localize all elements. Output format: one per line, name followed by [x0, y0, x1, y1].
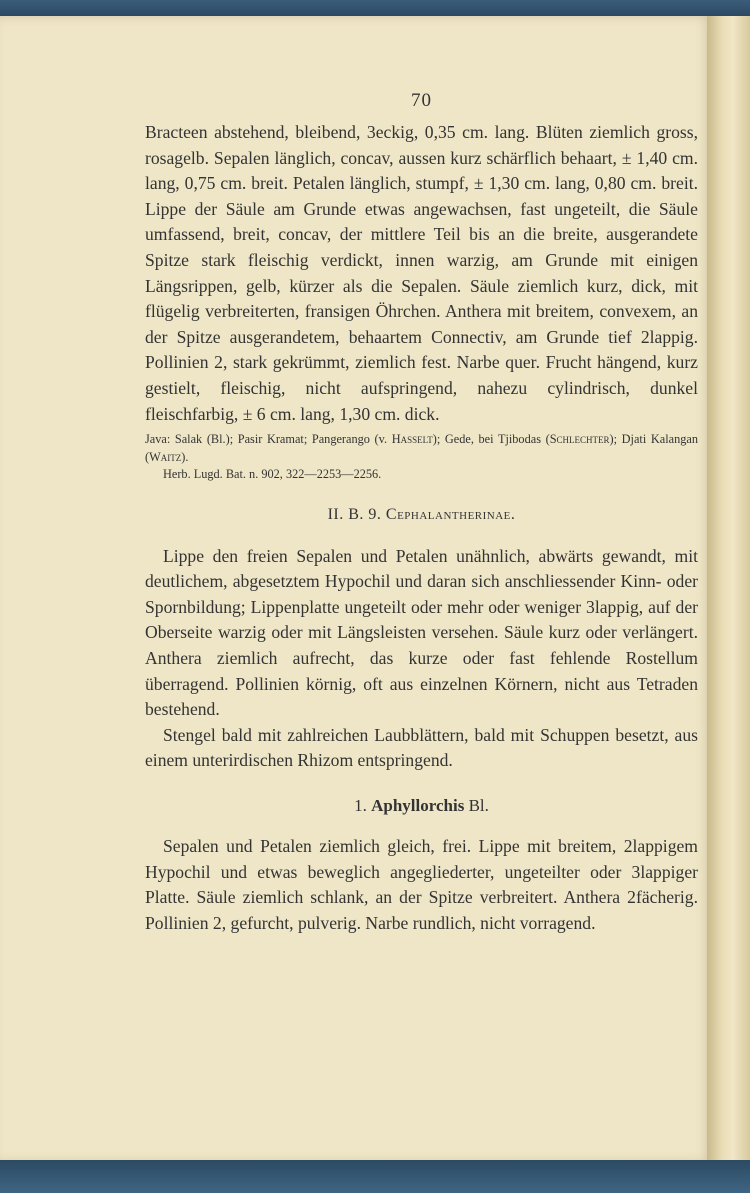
collector-name: Hasselt [391, 432, 433, 447]
locality-text: Java: Salak (Bl.); Pasir Kramat; Pangerango (v. [145, 432, 392, 447]
locality-text: ). [181, 449, 189, 464]
genus-number: 1. [354, 795, 367, 815]
locality-text: ); Gede, bei Tjibodas ( [432, 432, 550, 447]
section-stem-paragraph: Stengel bald mit zahlreichen Laubblättern, bald mit Schuppen besetzt, aus einem unterirdischen Rhizom entspringend. [145, 724, 698, 771]
page-number: 70 [411, 90, 432, 111]
book-cover-bottom-edge [0, 1160, 750, 1193]
genus-name: Aphyllorchis [371, 795, 465, 815]
section-heading [145, 506, 698, 524]
section-number: II. B. 9. [327, 505, 382, 523]
genus-description-paragraph: Sepalen und Petalen ziemlich gleich, frei. Lippe mit breitem, 2lappigem Hypochil und etwas beweglich angegliederter, ungeteilter oder 3lappiger Platte. Säule ziemlich schlank, an der Spitze verbreitert. Anthera 2fächerig. Pollinien 2, gefurcht, pulverig. Narbe rundlich, nicht vorragend. [145, 835, 698, 933]
herbarium-reference: Herb. Lugd. Bat. n. 902, 322—2253—2256. [163, 467, 382, 482]
locality-note [145, 431, 698, 466]
description-paragraph: Bracteen abstehend, bleibend, 3eckig, 0,35 cm. lang. Blüten ziemlich gross, rosagelb. Sepalen länglich, concav, aussen kurz schärflich behaart, ± 1,40 cm. lang, 0,75 cm. breit. Petalen länglich, stumpf, ± 1,30 cm. lang, 0,80 cm. breit. Lippe der Säule am Grunde etwas angewachsen, fast ungeteilt, die Säule umfassend, breit, concav, der mittlere Teil bis an die breite, ausgerandete Spitze stark fleischig verdickt, innen warzig, am Grunde mit einigen Längsrippen, gelb, kürzer als die Sepalen. Säule ziemlich kurz, dick, mit flügelig verbreiterten, fransigen Öhrchen. Anthera mit breitem, convexem, an der Spitze ausgerandetem, behaartem Connectiv, am Grunde tief 2lappig. Pollinien 2, stark gekrümmt, ziemlich fest. Narbe quer. Frucht hängend, kurz gestielt, fleischig, nicht aufspringend, nahezu cylindrisch, dunkel fleischfarbig, ± 6 cm. lang, 1,30 cm. dick. [145, 122, 698, 424]
section-name: Cephalantherinae. [385, 505, 516, 523]
collector-name: Waitz [149, 449, 182, 464]
genus-author: Bl. [468, 795, 489, 815]
collector-name: Schlechter [549, 432, 610, 447]
page-content [145, 90, 698, 936]
book-gutter [707, 16, 750, 1162]
locality-text: ); Djati Kalangan ( [145, 432, 699, 464]
section-description-paragraph: Lippe den freien Sepalen und Petalen unähnlich, abwärts gewandt, mit deutlichem, abgesetztem Hypochil und daran sich anschliessender Kinn- oder Spornbildung; Lippenplatte ungeteilt oder mehr oder weniger 3lappig, auf der Oberseite warzig oder mit Längsleisten versehen. Säule kurz oder verlängert. Anthera ziemlich aufrecht, das kurze oder fast fehlende Rostellum überragend. Pollinien körnig, oft aus einzelnen Körnern, nicht aus Tetraden bestehend. [145, 545, 698, 720]
genus-heading [145, 796, 698, 816]
